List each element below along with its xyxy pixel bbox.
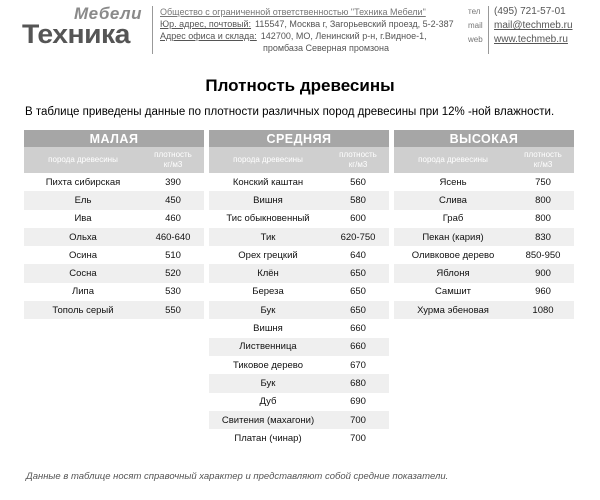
species-cell: Ясень (439, 176, 467, 188)
col-header-density-label: плотность (154, 150, 192, 159)
col-header-density-label: плотность (339, 150, 377, 159)
density-cell: 680 (327, 374, 389, 392)
office-address-value-2: промбаза Северная промзона (263, 43, 389, 53)
density-cell: 800 (535, 213, 551, 225)
density-cell: 650 (327, 301, 389, 319)
species-cell: Самшит (434, 286, 472, 298)
species-cell: Пихта сибирская (45, 176, 121, 188)
category-header: МАЛАЯ (24, 130, 204, 147)
species-cell: Лиственница (209, 338, 327, 356)
density-cell: 690 (350, 396, 366, 408)
density-cell: 700 (327, 411, 389, 429)
species-cell: Ива (74, 213, 92, 225)
density-cell: 550 (142, 301, 204, 319)
header-divider (152, 6, 153, 54)
density-cell: 450 (142, 191, 204, 209)
species-cell: Тиковое дерево (232, 359, 303, 371)
company-name-link[interactable]: Общество с ограниченной ответственностью "Техника Мебели" (160, 7, 426, 17)
density-cell: 460 (165, 213, 181, 225)
density-cell: 460-640 (142, 228, 204, 246)
footnote: Данные в таблице носят справочный характер и представляют собой средние показатели. (26, 471, 449, 482)
species-cell: Липа (72, 286, 94, 298)
species-cell: Тополь серый (24, 301, 142, 319)
category-header: СРЕДНЯЯ (209, 130, 389, 147)
density-cell: 640 (350, 249, 366, 261)
col-header-species: порода древесины (394, 147, 512, 173)
col-header-density (327, 147, 389, 173)
density-cell: 850-950 (525, 249, 561, 261)
density-cell: 560 (350, 176, 366, 188)
species-cell: Осина (69, 249, 97, 261)
web-label: web (468, 35, 483, 44)
species-cell: Сосна (24, 264, 142, 282)
species-cell: Ель (24, 191, 142, 209)
legal-address-label[interactable]: Юр. адрес, почтовый: (160, 19, 252, 29)
web-link[interactable]: www.techmeb.ru (494, 34, 568, 45)
page-title: Плотность древесины (205, 76, 395, 95)
density-cell: 830 (512, 228, 574, 246)
density-cell: 600 (350, 213, 366, 225)
species-cell: Клён (209, 264, 327, 282)
species-cell: Бук (209, 301, 327, 319)
species-cell: Бук (209, 374, 327, 392)
col-header-density (512, 147, 574, 173)
density-cell: 580 (327, 191, 389, 209)
density-cell: 660 (350, 323, 366, 335)
species-cell: Вишня (253, 323, 283, 335)
office-address-value-1: 142700, МО, Ленинский р-н, г.Видное-1, (260, 31, 427, 41)
density-cell: 900 (512, 264, 574, 282)
species-cell: Орех грецкий (238, 249, 298, 261)
density-cell: 510 (165, 249, 181, 261)
col-header-density-unit: кг/м3 (533, 160, 553, 169)
density-cell: 670 (350, 359, 366, 371)
species-cell: Слива (394, 191, 512, 209)
category-header: ВЫСОКАЯ (394, 130, 574, 147)
page-subtitle: В таблице приведены данные по плотности различных пород древесины при 12% -ной влажности. (25, 106, 555, 118)
species-cell: Оливковое дерево (411, 249, 495, 261)
col-header-density (142, 147, 204, 173)
tel-label: тел (468, 7, 481, 16)
species-cell: Конский каштан (232, 176, 304, 188)
density-cell: 700 (350, 432, 366, 444)
species-cell: Граб (442, 213, 464, 225)
density-cell: 800 (512, 191, 574, 209)
species-cell: Платан (чинар) (234, 432, 302, 444)
density-table-medium (209, 130, 389, 447)
col-header-species: порода древесины (209, 147, 327, 173)
col-header-density-unit: кг/м3 (163, 160, 183, 169)
species-cell: Ольха (24, 228, 142, 246)
density-table-high (394, 130, 574, 319)
logo-line-1: Мебели (74, 4, 142, 23)
density-table-low (24, 130, 204, 319)
density-cell: 960 (535, 286, 551, 298)
density-cell: 520 (142, 264, 204, 282)
col-header-species: порода древесины (24, 147, 142, 173)
legal-address-value: 115547, Москва г, Загорьевский проезд, 5-2-387 (255, 19, 454, 29)
species-cell: Береза (252, 286, 284, 298)
tel-value: (495) 721-57-01 (494, 6, 566, 17)
species-cell: Яблоня (394, 264, 512, 282)
density-cell: 620-750 (327, 228, 389, 246)
species-cell: Хурма эбеновая (394, 301, 512, 319)
density-cell: 650 (350, 286, 366, 298)
mail-link[interactable]: mail@techmeb.ru (494, 20, 573, 31)
office-address-label[interactable]: Адрес офиса и склада: (160, 31, 257, 41)
col-header-density-unit: кг/м3 (348, 160, 368, 169)
density-cell: 1080 (512, 301, 574, 319)
species-cell: Тик (209, 228, 327, 246)
species-cell: Свитения (махагони) (209, 411, 327, 429)
density-cell: 390 (165, 176, 181, 188)
species-cell: Тис обыкновенный (226, 213, 310, 225)
species-cell: Пекан (кария) (394, 228, 512, 246)
density-cell: 750 (535, 176, 551, 188)
species-cell: Вишня (209, 191, 327, 209)
density-cell: 530 (165, 286, 181, 298)
logo-line-2: Техника (22, 19, 130, 49)
col-header-density-label: плотность (524, 150, 562, 159)
density-cell: 660 (327, 338, 389, 356)
company-logo[interactable] (22, 5, 144, 49)
contacts-divider (488, 6, 489, 54)
density-cell: 650 (327, 264, 389, 282)
page-header (0, 0, 600, 62)
species-cell: Дуб (259, 396, 277, 408)
mail-label: mail (468, 21, 483, 30)
company-info (160, 6, 460, 54)
